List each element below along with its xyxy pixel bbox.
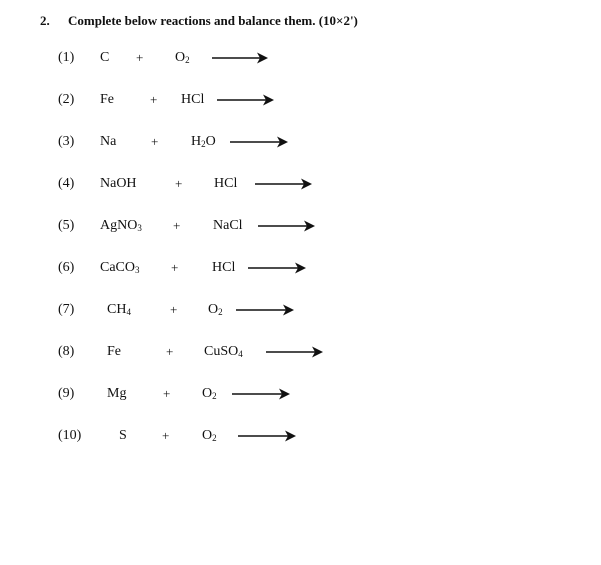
plus-sign: + (163, 386, 171, 401)
reactant-2-subscript: 2 (218, 307, 223, 317)
reaction-number: (4) (58, 176, 75, 191)
plus-sign: + (170, 302, 178, 317)
right-arrow-icon (238, 430, 296, 442)
reactant-1-subscript: 3 (137, 223, 142, 233)
plus-sign: + (136, 50, 144, 65)
reactant-1 (100, 216, 142, 236)
reaction-row (0, 300, 601, 320)
reaction-row (0, 174, 601, 194)
reactant-1 (107, 300, 131, 320)
reaction-row (0, 258, 601, 278)
right-arrow-icon (236, 304, 294, 316)
plus-sign: + (150, 92, 158, 107)
reaction-number: (10) (58, 428, 82, 443)
reactant-2-base: O (202, 428, 213, 443)
reactant-1-base: CH (107, 302, 127, 317)
right-arrow-icon (232, 388, 290, 400)
question-heading (40, 13, 358, 29)
reactant-1-base: NaOH (100, 176, 137, 191)
plus-sign: + (162, 428, 170, 443)
reactant-2-base: NaCl (213, 218, 243, 233)
reactant-2 (175, 48, 190, 68)
reactant-1 (100, 48, 109, 68)
reactant-1-base: Fe (100, 92, 114, 107)
reactant-2-base: HCl (212, 260, 236, 275)
reactant-2 (213, 216, 243, 236)
reaction-row (0, 426, 601, 446)
reaction-row (0, 342, 601, 362)
reactant-2 (202, 384, 217, 404)
reactant-2-base: O (202, 386, 213, 401)
right-arrow-icon (217, 94, 274, 106)
reaction-row (0, 48, 601, 68)
reactant-2 (208, 300, 223, 320)
right-arrow-icon (255, 178, 312, 190)
reactant-1 (100, 90, 114, 110)
plus-sign: + (151, 134, 159, 149)
reaction-row (0, 216, 601, 236)
reactant-1-subscript: 3 (135, 265, 140, 275)
reactant-2 (191, 132, 216, 152)
reaction-number: (8) (58, 344, 75, 359)
reaction-number: (1) (58, 50, 75, 65)
right-arrow-icon (258, 220, 315, 232)
reactant-1-base: Na (100, 134, 117, 149)
reaction-number: (3) (58, 134, 75, 149)
plus-sign: + (171, 260, 179, 275)
plus-sign: + (166, 344, 174, 359)
reactant-1 (107, 384, 126, 404)
reactant-1 (100, 132, 116, 152)
reactant-2 (214, 174, 237, 194)
reactant-2-subscript: 2 (201, 139, 206, 149)
reaction-number: (9) (58, 386, 75, 401)
right-arrow-icon (266, 346, 323, 358)
question-number: 2. (40, 13, 50, 28)
reaction-number: (5) (58, 218, 75, 233)
reactant-2-base: H (191, 134, 202, 149)
plus-sign: + (175, 176, 183, 191)
reactant-1 (119, 426, 127, 446)
question-text: Complete below reactions and balance them. (10×2') (68, 13, 358, 28)
reactant-2-subscript: 2 (185, 55, 190, 65)
right-arrow-icon (230, 136, 288, 148)
reactant-2-base: HCl (214, 176, 238, 191)
right-arrow-icon (212, 52, 268, 64)
reactant-2-subscript: 2 (212, 433, 217, 443)
reactant-2-base: O (175, 50, 186, 65)
reactant-2-base: O (208, 302, 219, 317)
reaction-row (0, 132, 601, 152)
reactant-2 (181, 90, 204, 110)
right-arrow-icon (248, 262, 306, 274)
reactant-2-subscript: 4 (238, 349, 243, 359)
reactant-2 (212, 258, 235, 278)
reactant-1 (100, 258, 140, 278)
reactant-1 (107, 342, 121, 362)
reactant-2-subscript: 2 (212, 391, 217, 401)
reactant-2-base: HCl (181, 92, 205, 107)
reactant-1-base: AgNO (100, 218, 138, 233)
plus-sign: + (173, 218, 181, 233)
reactant-2 (202, 426, 217, 446)
reactant-1-base: CaCO (100, 260, 135, 275)
reaction-number: (2) (58, 92, 75, 107)
reactant-1 (100, 174, 137, 194)
reaction-row (0, 90, 601, 110)
reactant-1-base: S (119, 428, 127, 443)
reactant-2-tail: O (205, 134, 216, 149)
reactant-2 (204, 342, 243, 362)
reactant-1-base: Mg (107, 386, 127, 401)
reaction-number: (7) (58, 302, 75, 317)
reactant-1-subscript: 4 (126, 307, 131, 317)
reactant-1-base: C (100, 50, 110, 65)
reactant-1-base: Fe (107, 344, 121, 359)
reaction-number: (6) (58, 260, 75, 275)
reaction-row (0, 384, 601, 404)
reactant-2-base: CuSO (204, 344, 239, 359)
